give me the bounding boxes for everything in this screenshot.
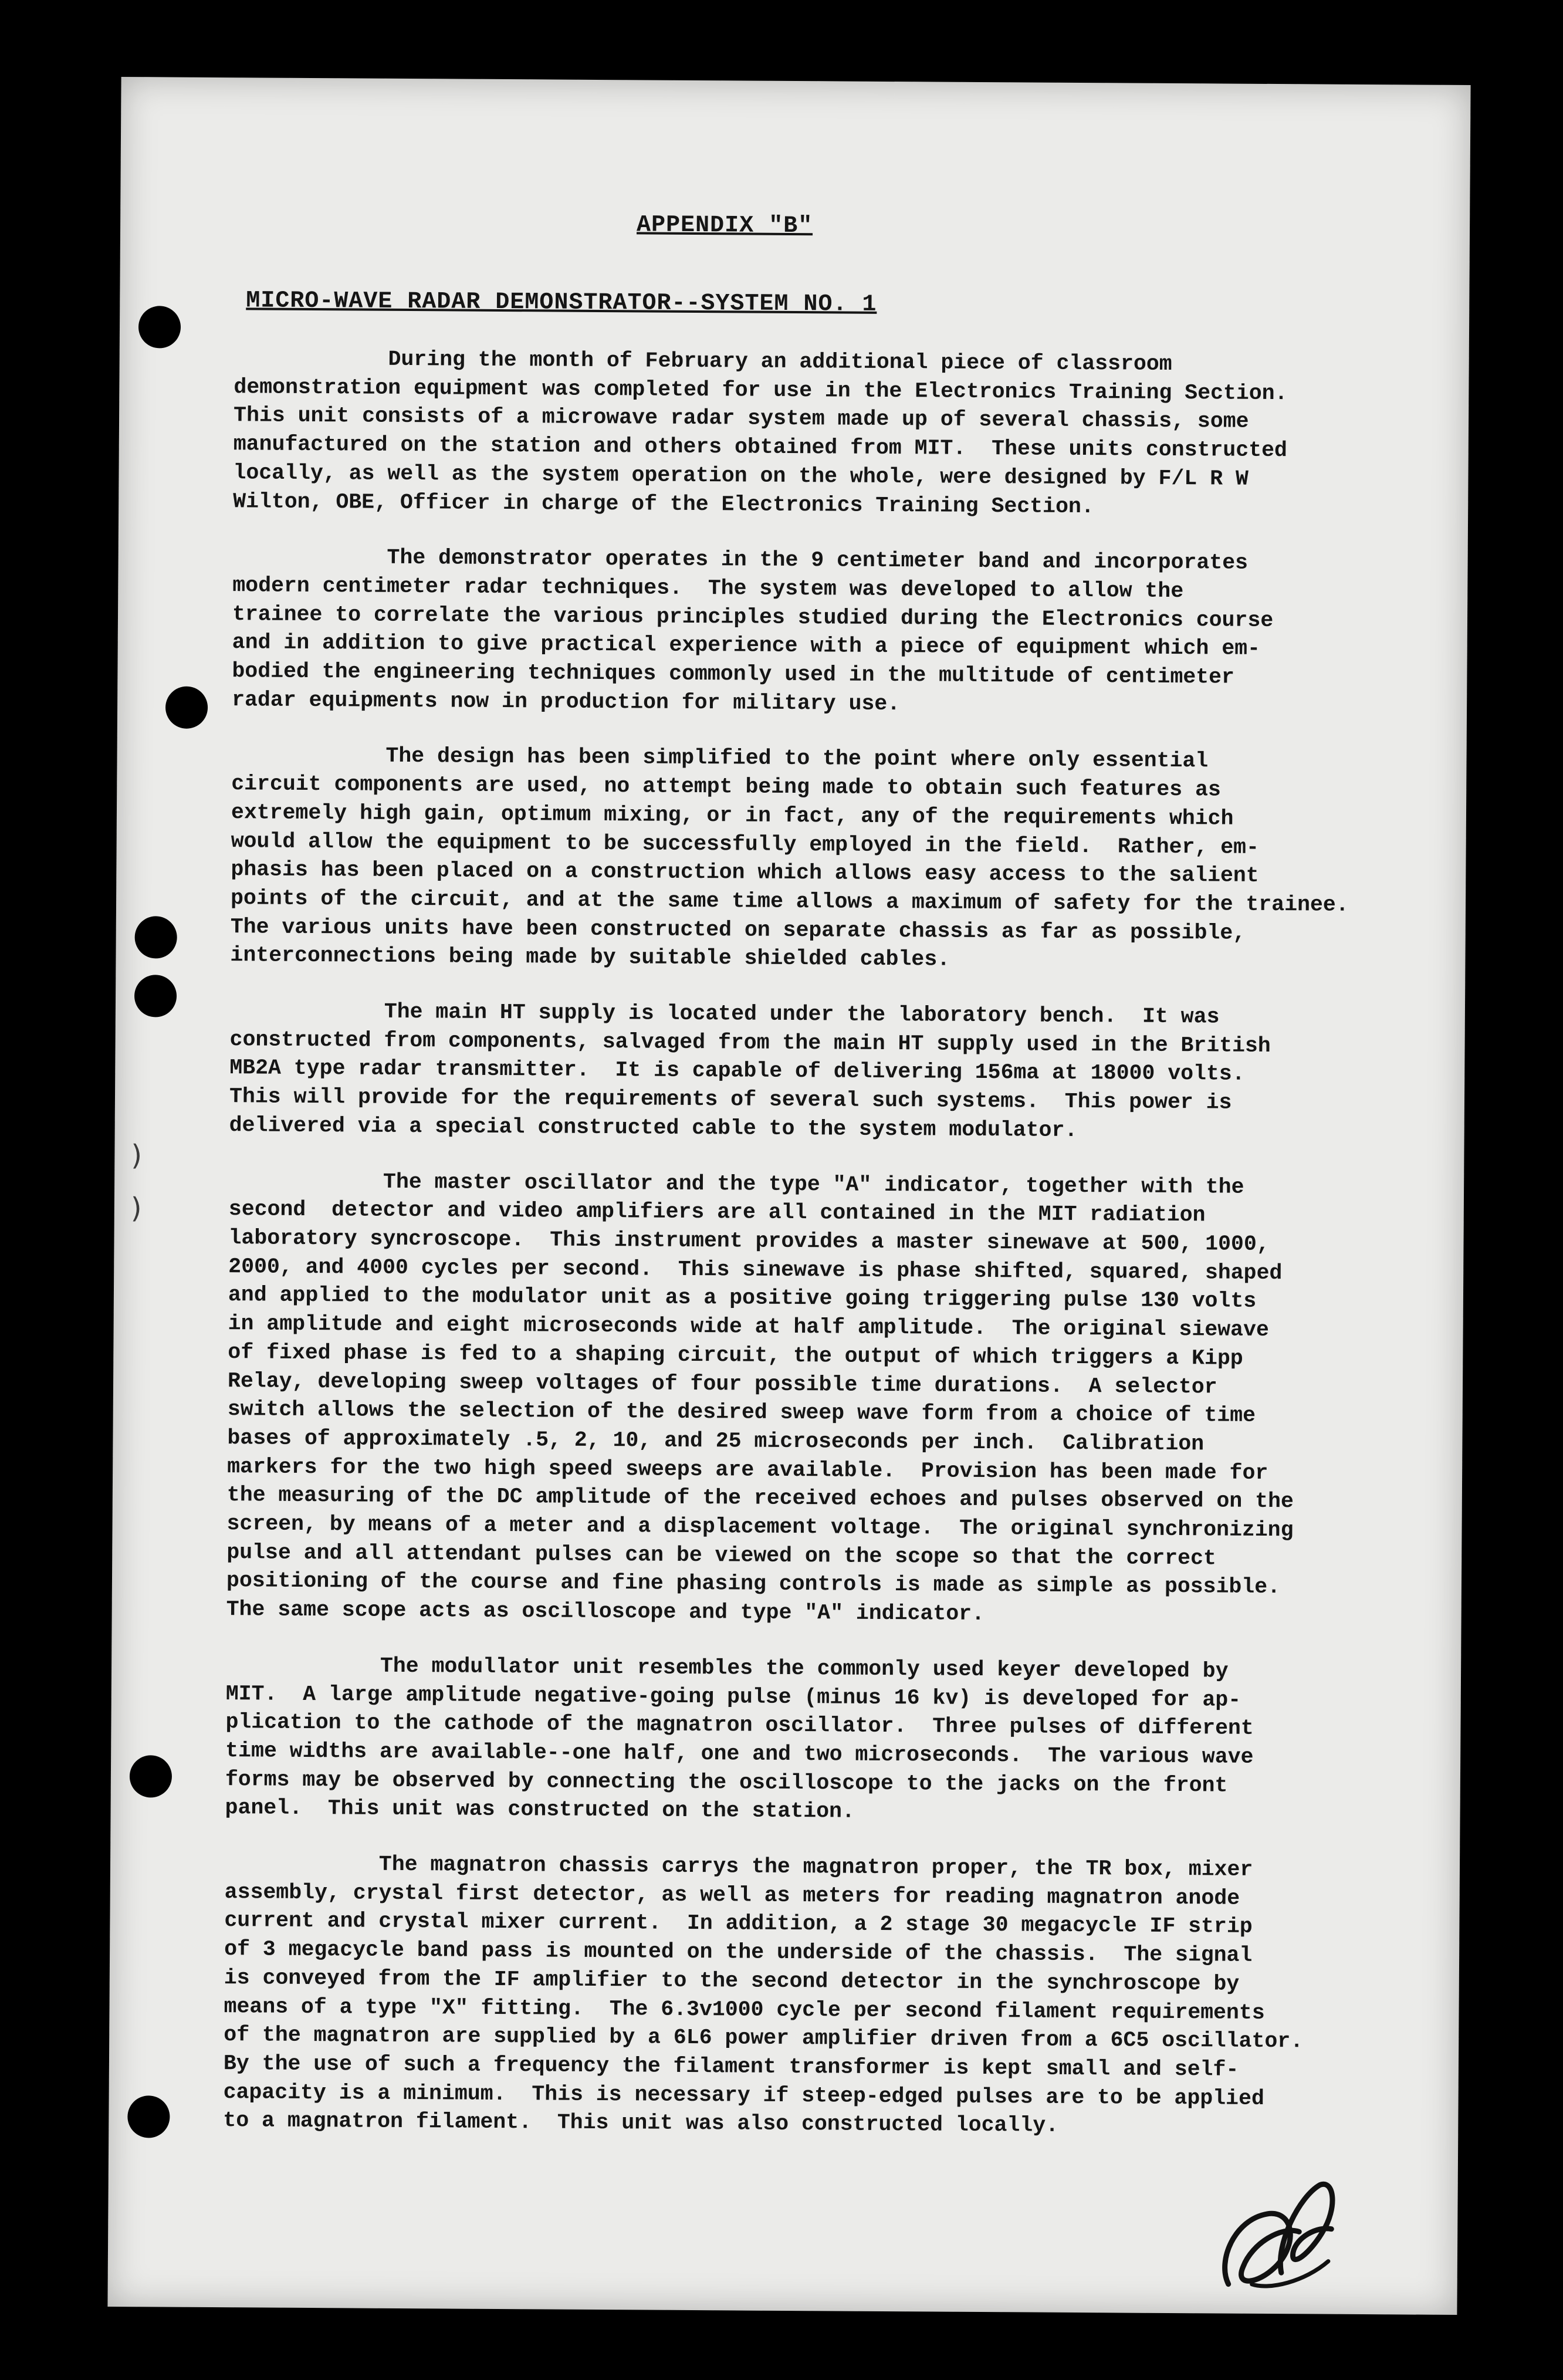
text-line: The master oscillator and the type "A" indicator, together with the (229, 1168, 1244, 1199)
hole-punch (165, 686, 208, 728)
text-line: modern centimeter radar techniques. The system was developed to allow the (232, 573, 1184, 604)
document-body (223, 344, 1443, 2170)
text-line: forms may be observed by connecting the oscilloscope to the jacks on the front (225, 1767, 1228, 1798)
text-line: phasis has been placed on a construction which allows easy access to the salient (231, 857, 1259, 888)
text-line: 2000, and 4000 cycles per second. This sinewave is phase shifted, squared, shaped (228, 1254, 1283, 1285)
text-line: locally, as well as the system operation on the whole, were designed by F/L R W (233, 461, 1249, 491)
text-line: of 3 megacycle band pass is mounted on the underside of the chassis. The signal (224, 1937, 1253, 1968)
text-line: means of a type "X" fitting. The 6.3v1000 cycle per second filament requirements (224, 1994, 1265, 2025)
text-line: pulse and all attendant pulses can be viewed on the scope so that the correct (226, 1540, 1216, 1571)
text-line: plication to the cathode of the magnatron oscillator. Three pulses of different (225, 1710, 1254, 1741)
text-line: Relay, developing sweep voltages of four possible time durations. A selector (227, 1368, 1217, 1399)
text-line: delivered via a special constructed cable to the system modulator. (229, 1113, 1078, 1142)
text-line: positioning of the course and fine phasing controls is made as simple as possible. (226, 1568, 1281, 1600)
paragraph-2 (232, 543, 1442, 722)
text-line: markers for the two high speed sweeps are available. Provision has been made for (227, 1454, 1268, 1485)
text-line: The main HT supply is located under the laboratory bench. It was (229, 999, 1220, 1029)
text-line: trainee to correlate the various principles studied during the Electronics course (232, 601, 1274, 633)
hole-punch (134, 975, 177, 1017)
paragraph-5 (226, 1167, 1438, 1632)
text-line: The modullator unit resembles the commonly used keyer developed by (225, 1652, 1229, 1683)
section-subheading: MICRO-WAVE RADAR DEMONSTRATOR--SYSTEM NO. 1 (246, 288, 877, 318)
text-line: circuit components are used, no attempt being made to obtain such features as (231, 772, 1221, 802)
text-line: The various units have been constructed on separate chassis as far as possible, (230, 914, 1246, 945)
text-line: and applied to the modulator unit as a positive going triggering pulse 130 volts (228, 1283, 1257, 1314)
text-line: screen, by means of a meter and a displacement voltage. The original synchronizing (226, 1512, 1294, 1543)
text-line: The same scope acts as oscilloscope and type "A" indicator. (226, 1597, 985, 1627)
margin-mark: ) (130, 1192, 142, 1225)
text-line: is conveyed from the IF amplifier to the second detector in the synchroscope by (224, 1966, 1240, 1996)
text-line: This unit consists of a microwave radar system made up of several chassis, some (233, 403, 1249, 434)
text-line: Wilton, OBE, Officer in charge of the Electronics Training Section. (233, 489, 1094, 519)
text-line: of fixed phase is fed to a shaping circuit, the output of which triggers a Kipp (228, 1340, 1243, 1371)
text-line: MIT. A large amplitude negative-going pulse (minus 16 kv) is developed for ap- (225, 1681, 1241, 1712)
text-line: The magnatron chassis carrys the magnatron proper, the TR box, mixer (224, 1851, 1253, 1882)
text-line: interconnections being made by suitable shielded cables. (230, 943, 950, 972)
text-line: bodied the engineering techniques commonly used in the multitude of centimeter (232, 659, 1235, 689)
text-line: constructed from components, salvaged from the main HT supply used in the British (229, 1027, 1271, 1058)
text-line: current and crystal mixer current. In addition, a 2 stage 30 megacycle IF strip (224, 1908, 1253, 1939)
text-line: and in addition to give practical experience with a piece of equipment which em- (232, 630, 1261, 661)
text-line: of the magnatron are supplied by a 6L6 power amplifier driven from a 6C5 oscillator. (224, 2023, 1304, 2054)
handwritten-initials (1211, 2172, 1347, 2302)
appendix-heading: APPENDIX "B" (636, 212, 813, 240)
hole-punch (134, 916, 177, 958)
text-line: This will provide for the requirements of several such systems. This power is (229, 1084, 1232, 1115)
paragraph-4 (229, 997, 1439, 1147)
text-line: The demonstrator operates in the 9 centimeter band and incorporates (232, 545, 1249, 575)
paragraph-1 (233, 344, 1443, 523)
hole-punch (127, 2095, 170, 2138)
text-line: The design has been simplified to the point where only essential (231, 743, 1209, 773)
text-line: By the use of such a frequency the filament transformer is kept small and self- (223, 2051, 1239, 2082)
text-line: demonstration equipment was completed for use in the Electronics Training Section. (234, 374, 1288, 405)
hole-punch (130, 1755, 172, 1797)
text-line: time widths are available--one half, one and two microseconds. The various wave (225, 1739, 1254, 1769)
text-line: panel. This unit was constructed on the station. (225, 1796, 855, 1824)
text-line: bases of approximately .5, 2, 10, and 25 microseconds per inch. Calibration (227, 1426, 1205, 1456)
text-line: would allow the equipment to be successfully employed in the field. Rather, em- (231, 829, 1260, 860)
document-page (107, 77, 1470, 2315)
text-line: the measuring of the DC amplitude of the received echoes and pulses observed on the (226, 1483, 1294, 1514)
text-line: in amplitude and eight microseconds wide at half amplitude. The original siewave (228, 1311, 1269, 1343)
hole-punch (138, 306, 181, 348)
text-line: radar equipments now in production for military use. (232, 687, 901, 716)
text-line: extremely high gain, optimum mixing, or in fact, any of the requirements which (231, 800, 1234, 831)
text-line: second detector and video amplifiers are all contained in the MIT radiation (228, 1197, 1206, 1228)
text-line: laboratory syncroscope. This instrument provides a master sinewave at 500, 1000, (228, 1226, 1270, 1256)
margin-mark: ) (131, 1139, 143, 1172)
text-line: points of the circuit, and at the same time allows a maximum of safety for the trainee. (230, 886, 1349, 917)
paragraph-6 (225, 1651, 1435, 1830)
text-line: assembly, crystal first detector, as well as meters for reading magnatron anode (224, 1879, 1240, 1911)
text-line: to a magnatron filament. This unit was also constructed locally. (223, 2108, 1059, 2138)
text-line: capacity is a minimum. This is necessary if steep-edged pulses are to be applied (223, 2080, 1264, 2111)
text-line: switch allows the selection of the desired sweep wave form from a choice of time (227, 1397, 1256, 1428)
text-line: manufactured on the station and others obtained from MIT. These units constructed (233, 432, 1287, 463)
paragraph-3 (230, 742, 1440, 978)
text-line: MB2A type radar transmitter. It is capable of delivering 156ma at 18000 volts. (229, 1056, 1245, 1087)
paragraph-7 (223, 1850, 1433, 2143)
text-line: During the month of February an additional piece of classroom (234, 346, 1172, 376)
